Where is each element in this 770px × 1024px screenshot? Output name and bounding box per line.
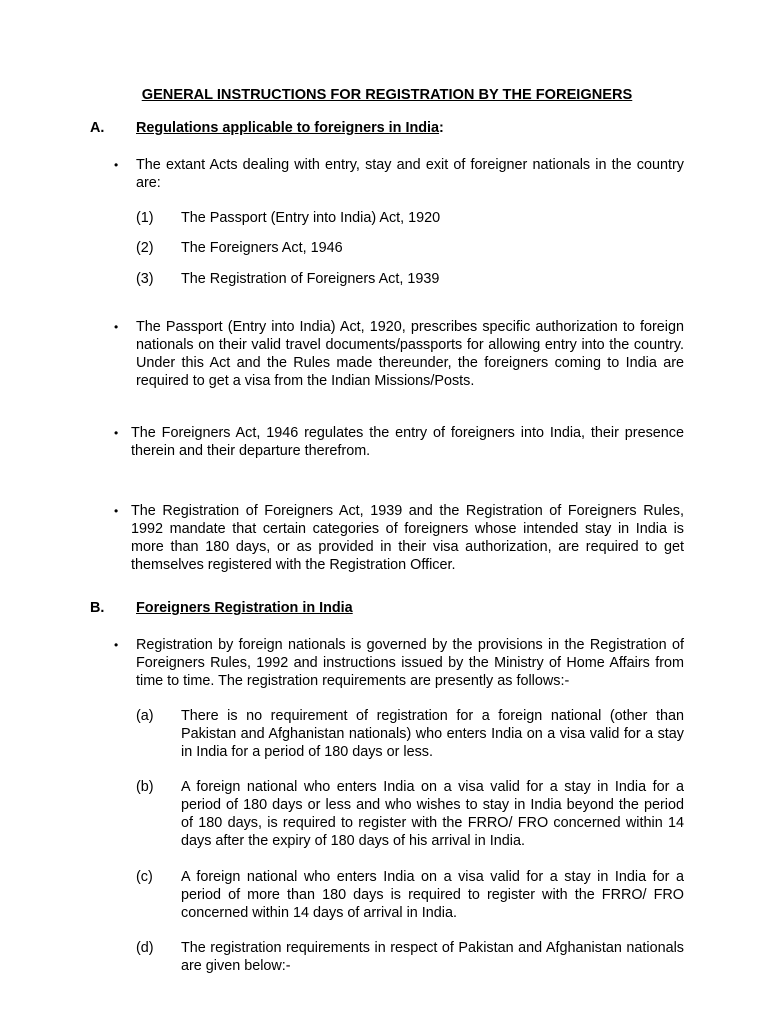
act-title: The Passport (Entry into India) Act, 1920: [181, 210, 441, 226]
bullet-icon: •: [114, 426, 119, 440]
bullet-icon: •: [114, 504, 119, 518]
document-title: GENERAL INSTRUCTIONS FOR REGISTRATION BY THE FOREIGNERS: [141, 87, 633, 103]
act-number: (1): [136, 210, 154, 226]
section-a-heading: Regulations applicable to foreigners in India: [136, 120, 440, 136]
section-b-intro: Registration by foreign nationals is governed by the provisions in the Registration of Foreigners Rules, 1992 and instructions issued by the Ministry of Home Affairs from time to time. The registration requirements are presently as follows:-: [136, 637, 684, 689]
item-text: The registration requirements in respect of Pakistan and Afghanistan nationals are given below:-: [181, 940, 684, 974]
act-title: The Registration of Foreigners Act, 1939: [181, 271, 440, 287]
item-label: (d): [136, 940, 154, 956]
item-label: (a): [136, 708, 154, 724]
bullet-icon: •: [114, 320, 119, 334]
section-a-heading-colon: :: [439, 120, 444, 136]
section-a-bullet-1: The extant Acts dealing with entry, stay and exit of foreigner nationals in the country are:: [136, 157, 684, 191]
section-a-letter: A.: [90, 120, 105, 136]
act-number: (3): [136, 271, 154, 287]
section-a-bullet-3: The Foreigners Act, 1946 regulates the entry of foreigners into India, their presence therein and their departure therefrom.: [131, 425, 684, 459]
act-title: The Foreigners Act, 1946: [181, 240, 343, 256]
act-number: (2): [136, 240, 154, 256]
item-text: A foreign national who enters India on a visa valid for a stay in India for a period of 180 days or less and who wishes to stay in India beyond the period of 180 days, is required to register with the FRRO/ FRO concerned within 14 days after the expiry of 180 days of his arrival in India.: [181, 779, 684, 849]
bullet-icon: •: [114, 638, 119, 652]
section-a-bullet-4: The Registration of Foreigners Act, 1939 and the Registration of Foreigners Rules, 1992 mandate that certain categories of foreigners whose intended stay in India is more than 180 days, or as provided in their visa authorization, are required to get themselves registered with the Registration Officer.: [131, 503, 684, 573]
section-a-heading-wrap: [136, 119, 444, 137]
item-text: A foreign national who enters India on a visa valid for a stay in India for a period of more than 180 days is required to register with the FRRO/ FRO concerned within 14 days of arrival in India.: [181, 869, 684, 921]
section-b-letter: B.: [90, 600, 105, 616]
section-b-heading: Foreigners Registration in India: [136, 600, 353, 616]
section-a-bullet-2: The Passport (Entry into India) Act, 1920, prescribes specific authorization to foreign nationals on their valid travel documents/passports for allowing entry into the country. Under this Act and the Rules made thereunder, the foreigners coming to India are required to get a visa from the Indian Missions/Posts.: [136, 319, 684, 389]
item-text: There is no requirement of registration for a foreign national (other than Pakistan and Afghanistan nationals) who enters India on a visa valid for a stay in India for a period of 180 days or less.: [181, 708, 684, 760]
item-label: (b): [136, 779, 154, 795]
bullet-icon: •: [114, 158, 119, 172]
item-label: (c): [136, 869, 153, 885]
